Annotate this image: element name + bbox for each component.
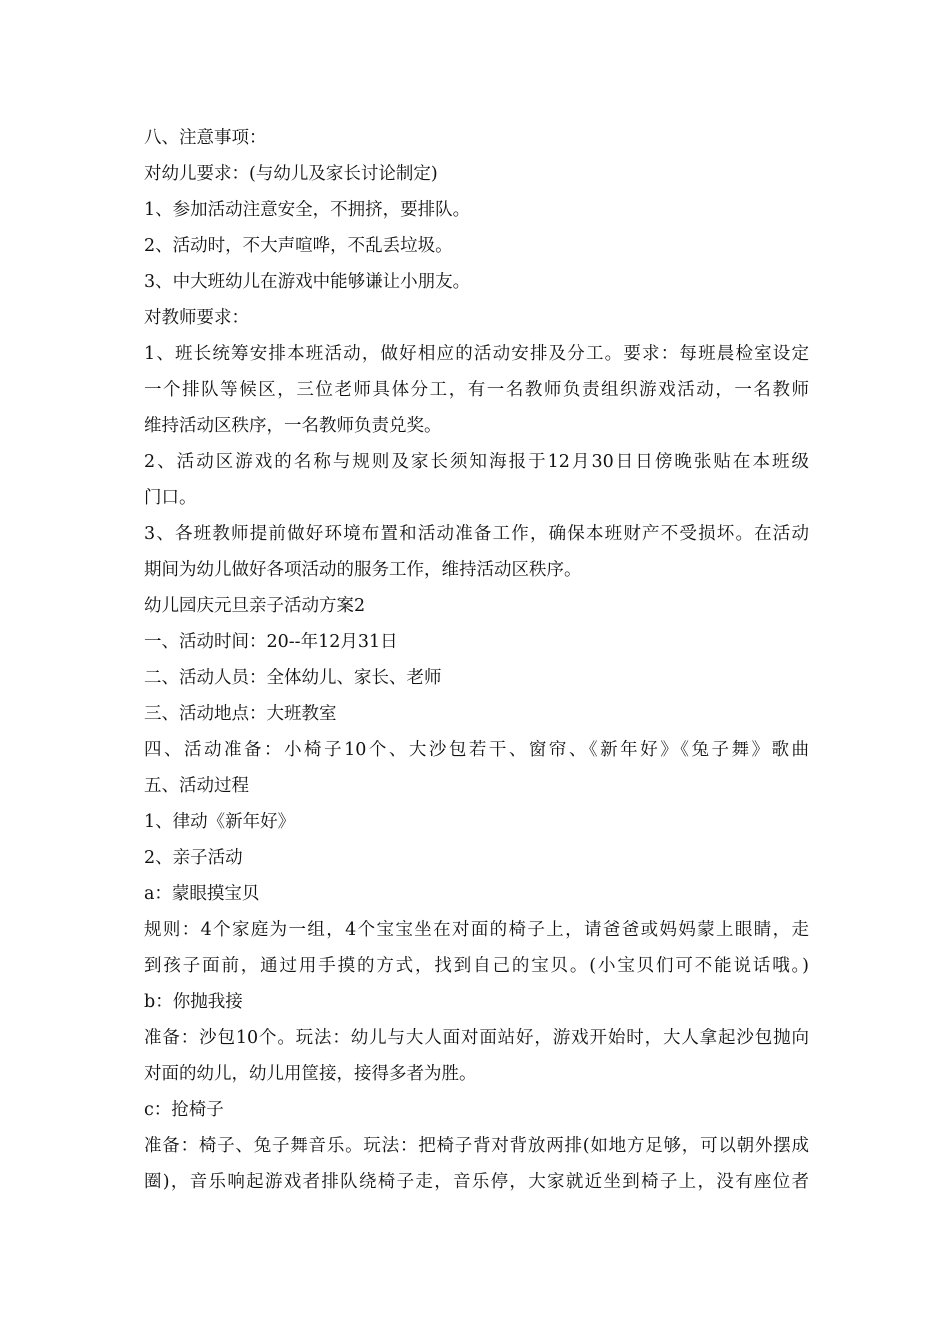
child-requirement-2: 2、活动时，不大声喧哗，不乱丢垃圾。 bbox=[144, 236, 453, 256]
game-a-title: a：蒙眼摸宝贝 bbox=[144, 884, 260, 904]
game-a-rules-line-1: 规则：4个家庭为一组，4个宝宝坐在对面的椅子上，请爸爸或妈妈蒙上眼睛，走 bbox=[144, 920, 809, 940]
child-requirement-3: 3、中大班幼儿在游戏中能够谦让小朋友。 bbox=[144, 272, 471, 292]
game-c-rules-line-1: 准备：椅子、兔子舞音乐。玩法：把椅子背对背放两排(如地方足够，可以朝外摆成 bbox=[144, 1136, 809, 1156]
teacher-requirement-3-line-2: 期间为幼儿做好各项活动的服务工作，维持活动区秩序。 bbox=[144, 560, 582, 580]
game-b-rules-line-1: 准备：沙包10个。玩法：幼儿与大人面对面站好，游戏开始时，大人拿起沙包抛向 bbox=[144, 1028, 809, 1048]
game-b-rules-line-2: 对面的幼儿，幼儿用筐接，接得多者为胜。 bbox=[144, 1064, 477, 1084]
activity-location: 三、活动地点：大班教室 bbox=[144, 704, 337, 724]
activity-process-heading: 五、活动过程 bbox=[144, 776, 249, 796]
teacher-requirement-1-line-2: 一个排队等候区，三位老师具体分工，有一名教师负责组织游戏活动，一名教师 bbox=[144, 380, 809, 400]
game-c-title: c：抢椅子 bbox=[144, 1100, 224, 1120]
child-requirements-heading: 对幼儿要求：(与幼儿及家长讨论制定) bbox=[144, 164, 438, 184]
process-step-1: 1、律动《新年好》 bbox=[144, 812, 296, 832]
teacher-requirement-1-line-1: 1、班长统筹安排本班活动，做好相应的活动安排及分工。要求：每班晨检室设定 bbox=[144, 344, 809, 364]
process-step-2: 2、亲子活动 bbox=[144, 848, 243, 868]
activity-preparation: 四、活动准备：小椅子10个、大沙包若干、窗帘、《新年好》《兔子舞》歌曲 bbox=[144, 740, 809, 760]
teacher-requirements-heading: 对教师要求： bbox=[144, 308, 249, 328]
game-b-title: b：你抛我接 bbox=[144, 992, 243, 1012]
teacher-requirement-2-line-2: 门口。 bbox=[144, 488, 197, 508]
game-c-rules-line-2: 圈)，音乐响起游戏者排队绕椅子走，音乐停，大家就近坐到椅子上，没有座位者 bbox=[144, 1172, 809, 1192]
plan-2-title: 幼儿园庆元旦亲子活动方案2 bbox=[144, 596, 366, 616]
activity-participants: 二、活动人员：全体幼儿、家长、老师 bbox=[144, 668, 442, 688]
document-body bbox=[144, 120, 809, 1200]
section-heading-notes: 八、注意事项： bbox=[144, 128, 267, 148]
game-a-rules-line-2: 到孩子面前，通过用手摸的方式，找到自己的宝贝。(小宝贝们可不能说话哦。) bbox=[144, 956, 809, 976]
activity-time: 一、活动时间：20--年12月31日 bbox=[144, 632, 398, 652]
teacher-requirement-1-line-3: 维持活动区秩序，一名教师负责兑奖。 bbox=[144, 416, 442, 436]
teacher-requirement-3-line-1: 3、各班教师提前做好环境布置和活动准备工作，确保本班财产不受损坏。在活动 bbox=[144, 524, 809, 544]
child-requirement-1: 1、参加活动注意安全，不拥挤，要排队。 bbox=[144, 200, 471, 220]
teacher-requirement-2-line-1: 2、活动区游戏的名称与规则及家长须知海报于12月30日日傍晚张贴在本班级 bbox=[144, 452, 809, 472]
